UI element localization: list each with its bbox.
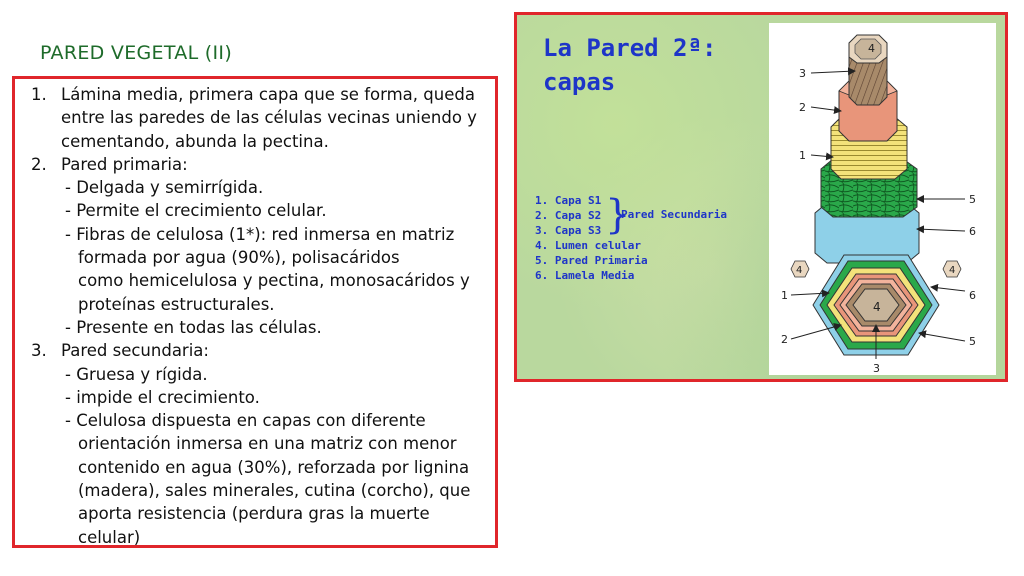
- list-item-1-cont: entre las paredes de las células vecinas uniendo y: [61, 108, 477, 128]
- diagram-label-hex-4: 4: [873, 300, 881, 314]
- list-bullet-cont: (madera), sales minerales, cutina (corcho), que: [78, 481, 471, 501]
- list-bullet: - Fibras de celulosa (1*): red inmersa en matriz: [65, 224, 455, 244]
- list-bullet-cont: como hemicelulosa y pectina, monosacáridos y: [78, 271, 470, 291]
- legend-item: 5. Pared Primaria: [535, 254, 648, 267]
- diagram-label-hex-2: 2: [781, 333, 788, 346]
- legend-item: 3. Capa S3: [535, 224, 602, 237]
- legend-brace: }: [605, 192, 631, 238]
- cell-wall-diagram: [769, 23, 996, 375]
- cell-wall-diagram-svg: [769, 23, 996, 375]
- content-box: [12, 76, 498, 548]
- list-bullet-cont: celular): [78, 527, 141, 547]
- legend-item: 1. Capa S1: [535, 194, 602, 207]
- list-bullet-cont: contenido en agua (30%), reforzada por lignina: [78, 457, 470, 477]
- list-bullet-cont: aporta resistencia (perdura gras la muerte: [78, 504, 430, 524]
- list-bullet-cont: proteínas estructurales.: [78, 294, 275, 314]
- legend-item: 2. Capa S2: [535, 209, 602, 222]
- diagram-label-side-left: 4: [796, 265, 803, 276]
- diagram-label-2: 2: [799, 101, 806, 114]
- diagram-label-1: 1: [799, 149, 806, 162]
- diagram-label-3: 3: [799, 67, 806, 80]
- list-item-2: 2. Pared primaria:: [31, 154, 188, 174]
- diagram-label-hex-1: 1: [781, 289, 788, 302]
- figure-legend: [535, 193, 648, 283]
- diagram-label-6: 6: [969, 225, 976, 238]
- diagram-label-hex-5: 5: [969, 335, 976, 348]
- cell-wall-figure: [514, 12, 1008, 382]
- list-bullet-cont: orientación inmersa en una matriz con menor: [78, 434, 457, 454]
- legend-item: 4. Lumen celular: [535, 239, 641, 252]
- list-bullet: - Gruesa y rígida.: [65, 364, 208, 384]
- diagram-label-5: 5: [969, 193, 976, 206]
- diagram-label-hex-6: 6: [969, 289, 976, 302]
- figure-title: La Pared 2ª: capas: [543, 34, 717, 96]
- list-item-3: 3. Pared secundaria:: [31, 341, 209, 361]
- list-item-1: 1. Lámina media, primera capa que se forma, queda: [31, 85, 475, 104]
- legend-group-label: Pared Secundaria: [621, 208, 727, 221]
- diagram-label-hex-3: 3: [873, 362, 880, 375]
- diagram-label-side-right: 4: [949, 265, 956, 276]
- list-bullet: - Presente en todas las células.: [65, 317, 322, 337]
- list-bullet-cont: formada por agua (90%), polisacáridos: [78, 248, 400, 268]
- list-bullet: - Permite el crecimiento celular.: [65, 201, 327, 221]
- slide-title: PARED VEGETAL (II): [40, 42, 233, 64]
- legend-item: 6. Lamela Media: [535, 269, 635, 282]
- diagram-label-lumen-top: 4: [868, 42, 875, 55]
- list-bullet: - Delgada y semirrígida.: [65, 178, 264, 198]
- list-bullet: - impide el crecimiento.: [65, 387, 260, 407]
- list-item-1-cont: cementando, abunda la pectina.: [61, 131, 329, 151]
- list-bullet: - Celulosa dispuesta en capas con diferente: [65, 411, 426, 431]
